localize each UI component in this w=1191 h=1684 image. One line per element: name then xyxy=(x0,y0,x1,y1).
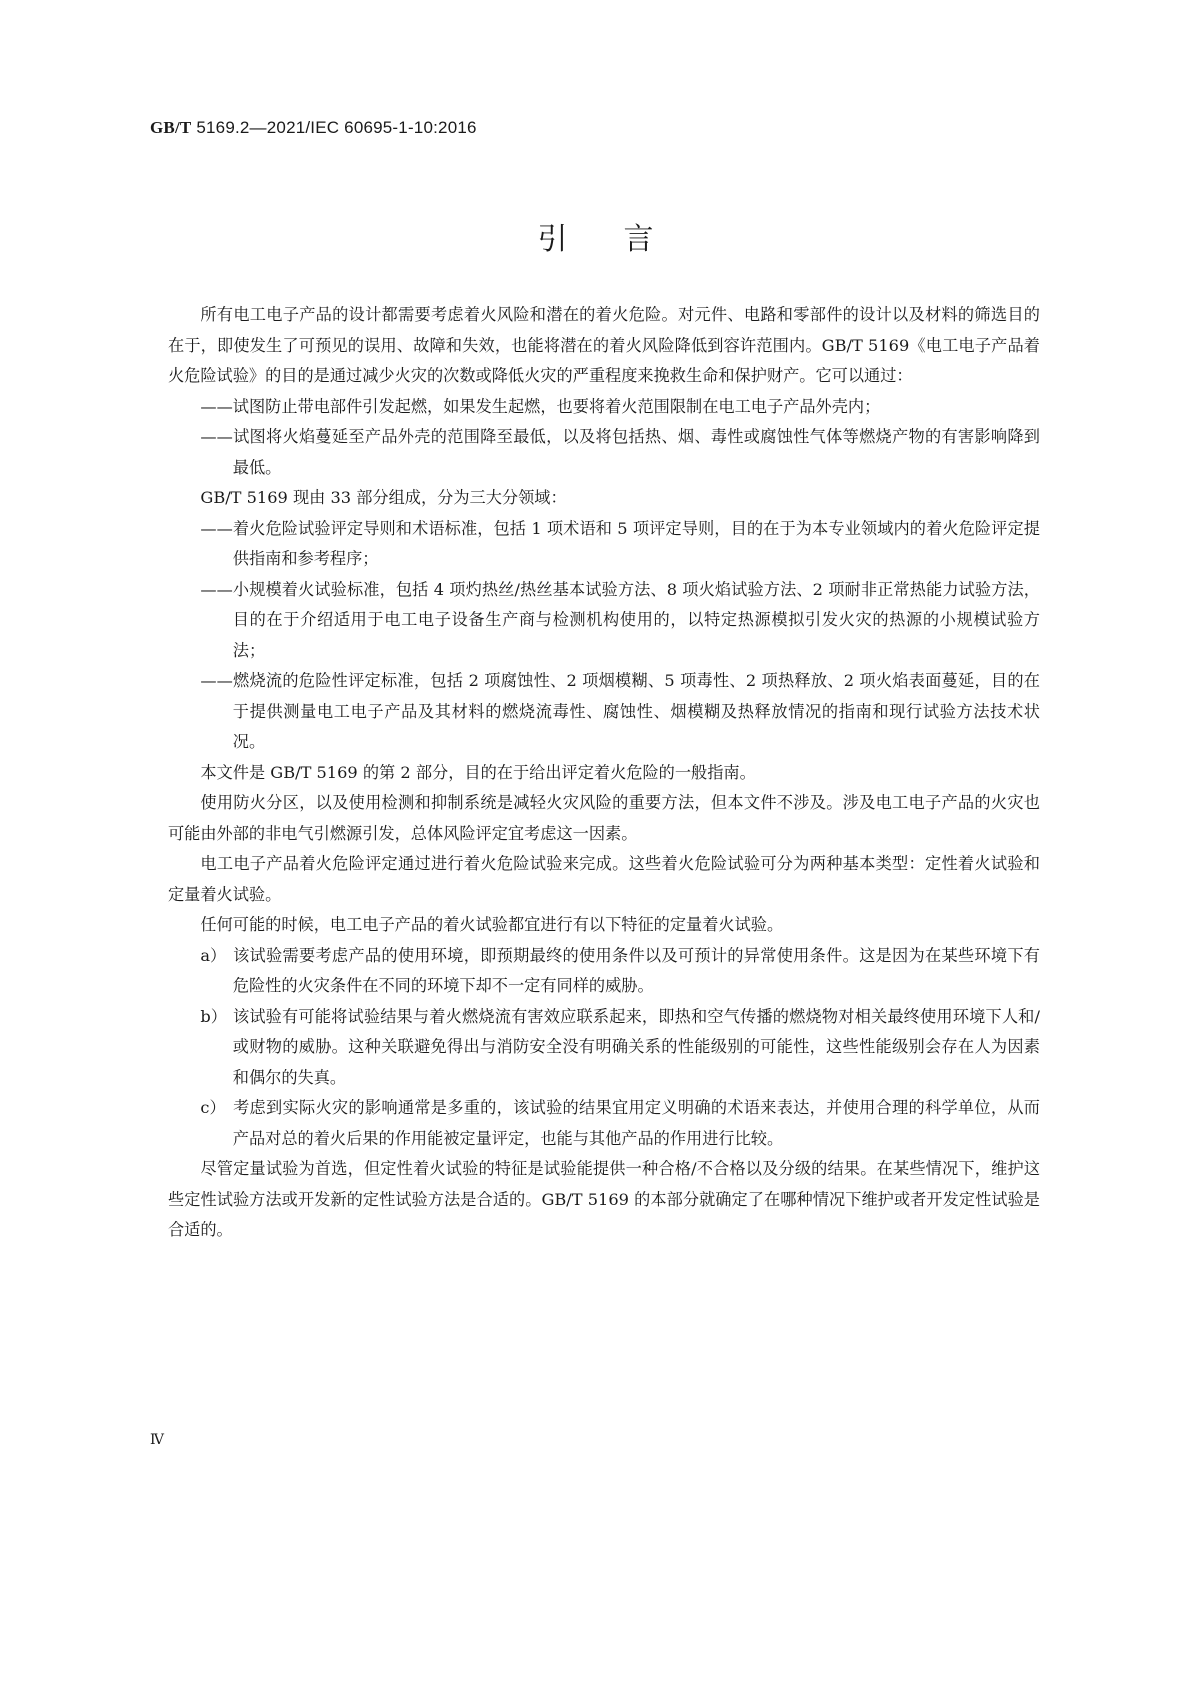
standard-number-rest: 5169.2—2021/IEC 60695-1-10:2016 xyxy=(191,118,477,137)
paragraph-7: 尽管定量试验为首选，但定性着火试验的特征是试验能提供一种合格/不合格以及分级的结果。在某些情况下，维护这些定性试验方法或开发新的定性试验方法是合适的。GB/T 5169 的本部分就确定了在哪种情况下维护或者开发定性试验是合适的。 xyxy=(168,1159,1040,1239)
page-number: Ⅳ xyxy=(150,1432,164,1448)
document-standard-number xyxy=(150,118,477,138)
dash-item-1: ——试图防止带电部件引发起燃，如果发生起燃，也要将着火范围限制在电工电子产品外壳内； xyxy=(200,396,881,416)
list-item-a xyxy=(168,941,1040,1002)
dash-item-2: ——试图将火焰蔓延至产品外壳的范围降至最低，以及将包括热、烟、毒性或腐蚀性气体等燃烧产物的有害影响降到最低。 xyxy=(200,427,1040,477)
paragraph-4: 使用防火分区，以及使用检测和抑制系统是减轻火灾风险的重要方法，但本文件不涉及。涉及电工电子产品的火灾也可能由外部的非电气引燃源引发，总体风险评定宜考虑这一因素。 xyxy=(168,793,1040,843)
title-char-2: 言 xyxy=(623,222,654,257)
dash-item-5: ——燃烧流的危险性评定标准，包括 2 项腐蚀性、2 项烟模糊、5 项毒性、2 项热释放、2 项火焰表面蔓延，目的在于提供测量电工电子产品及其材料的燃烧流毒性、腐蚀性、烟模糊及热释放情况的指南和现行试验方法技术状况。 xyxy=(200,671,1040,751)
title-char-1: 引 xyxy=(537,222,568,257)
list-text-c: 考虑到实际火灾的影响通常是多重的，该试验的结果宜用定义明确的术语来表达，并使用合理的科学单位，从而产品对总的着火后果的作用能被定量评定，也能与其他产品的作用进行比较。 xyxy=(232,1098,1040,1148)
section-title xyxy=(0,214,1191,258)
paragraph-5: 电工电子产品着火危险评定通过进行着火危险试验来完成。这些着火危险试验可分为两种基本类型：定性着火试验和定量着火试验。 xyxy=(168,854,1040,904)
list-marker-a: a） xyxy=(200,945,227,965)
list-text-b: 该试验有可能将试验结果与着火燃烧流有害效应联系起来，即热和空气传播的燃烧物对相关最终使用环境下人和/或财物的威胁。这种关联避免得出与消防安全没有明确关系的性能级别的可能性，这些性能级别会存在人为因素和偶尔的失真。 xyxy=(232,1006,1040,1087)
list-text-a: 该试验需要考虑产品的使用环境，即预期最终的使用条件以及可预计的异常使用条件。这是因为在某些环境下有危险性的火灾条件在不同的环境下却不一定有同样的威胁。 xyxy=(232,945,1040,995)
standard-prefix: GB/T xyxy=(150,118,192,137)
paragraph-6: 任何可能的时候，电工电子产品的着火试验都宜进行有以下特征的定量着火试验。 xyxy=(200,915,784,934)
paragraph-1: 所有电工电子产品的设计都需要考虑着火风险和潜在的着火危险。对元件、电路和零部件的设计以及材料的筛选目的在于，即使发生了可预见的误用、故障和失效，也能将潜在的着火风险降低到容许范围内。GB/T 5169《电工电子产品着火危险试验》的目的是通过减少火灾的次数或降低火灾的严重程度来挽救生命和保护财产。它可以通过： xyxy=(168,305,1040,385)
list-marker-c: c） xyxy=(200,1098,226,1117)
list-item-b xyxy=(168,1002,1040,1094)
paragraph-2: GB/T 5169 现由 33 部分组成，分为三大分领域： xyxy=(200,488,567,507)
introduction-body xyxy=(168,300,1040,1246)
dash-item-4: ——小规模着火试验标准，包括 4 项灼热丝/热丝基本试验方法、8 项火焰试验方法、2 项耐非正常热能力试验方法，目的在于介绍适用于电工电子设备生产商与检测机构使用的，以特定热源模拟引发火灾的热源的小规模试验方法； xyxy=(200,579,1040,660)
list-marker-b: b） xyxy=(200,1006,227,1026)
paragraph-3: 本文件是 GB/T 5169 的第 2 部分，目的在于给出评定着火危险的一般指南。 xyxy=(200,762,756,782)
dash-item-3: ——着火危险试验评定导则和术语标准，包括 1 项术语和 5 项评定导则，目的在于为本专业领域内的着火危险评定提供指南和参考程序； xyxy=(200,518,1040,568)
list-item-c xyxy=(168,1093,1040,1154)
